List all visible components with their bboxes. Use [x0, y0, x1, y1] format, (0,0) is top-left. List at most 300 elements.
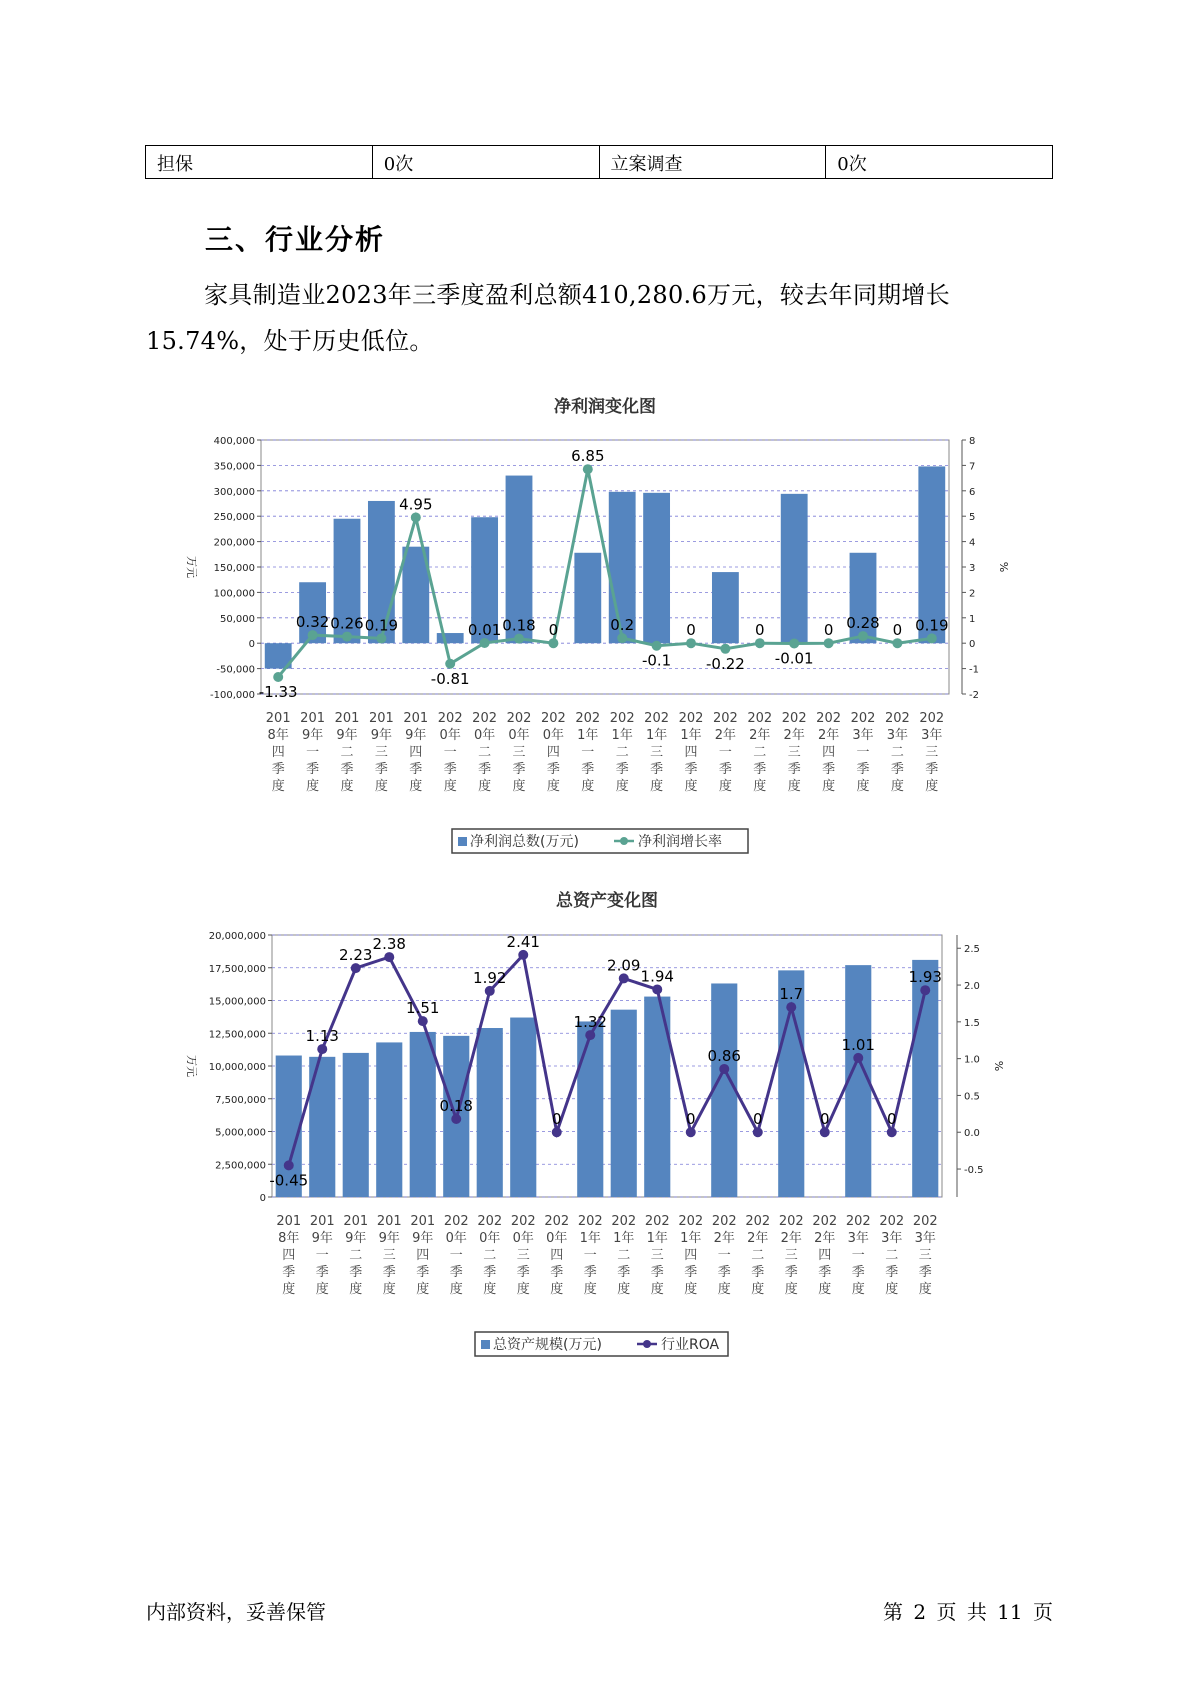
x-tick-label: 度	[753, 779, 767, 794]
y-left-tick-label: 100,000	[213, 588, 255, 600]
data-label: 0.2	[610, 616, 635, 635]
bar	[477, 1028, 503, 1197]
x-tick-label: 度	[617, 1282, 631, 1297]
x-tick-label: 1年	[646, 1231, 668, 1246]
x-tick-label: 201	[368, 711, 394, 726]
data-label: 2.38	[372, 935, 406, 954]
x-tick-label: 度	[650, 779, 664, 794]
x-tick-label: 度	[581, 779, 595, 794]
y-left-tick-label: 5,000,000	[215, 1127, 266, 1139]
x-tick-label: 一	[581, 745, 595, 760]
data-point	[753, 1127, 763, 1137]
x-tick-label: 9年	[345, 1231, 367, 1246]
x-tick-label: 9年	[378, 1231, 400, 1246]
x-tick-label: 度	[650, 1282, 664, 1297]
x-tick-label: 度	[443, 779, 457, 794]
data-point	[445, 659, 455, 669]
data-label: 0.18	[439, 1096, 473, 1115]
x-tick-label: 三	[374, 745, 388, 760]
x-tick-label: 202	[609, 711, 635, 726]
x-tick-label: 度	[751, 1282, 765, 1297]
data-label: 0	[892, 621, 903, 640]
data-point	[853, 1053, 863, 1063]
x-tick-label: 202	[845, 1214, 871, 1229]
data-point	[892, 638, 902, 648]
data-label: -0.01	[774, 649, 814, 668]
x-tick-label: 度	[478, 779, 492, 794]
data-label: 1.01	[841, 1035, 875, 1054]
x-tick-label: 季	[516, 1265, 530, 1280]
x-tick-label: 202	[611, 1214, 637, 1229]
x-tick-label: 一	[856, 745, 870, 760]
x-tick-label: 季	[753, 762, 767, 777]
x-tick-label: 8年	[267, 728, 289, 743]
data-label: 1.13	[305, 1027, 339, 1046]
x-tick-label: 9年	[370, 728, 393, 743]
y-left-tick-label: 50,000	[220, 613, 255, 625]
y-left-tick-label: 12,500,000	[208, 1029, 266, 1041]
y-left-tick-label: -100,000	[210, 690, 255, 701]
x-tick-label: 季	[818, 1265, 832, 1280]
x-tick-label: 四	[271, 745, 285, 760]
x-tick-label: 202	[575, 711, 601, 726]
x-tick-label: 二	[617, 1248, 631, 1263]
y-left-tick-label: 0	[248, 639, 255, 651]
data-point	[652, 984, 662, 994]
x-tick-label: 一	[717, 1248, 731, 1263]
x-tick-label: 2年	[783, 728, 805, 743]
x-tick-label: 四	[550, 1248, 564, 1263]
data-label: -0.45	[269, 1171, 309, 1190]
x-tick-label: 1年	[611, 728, 633, 743]
y-right-tick-label: 2.0	[964, 981, 980, 993]
x-tick-label: 季	[583, 1265, 597, 1280]
data-point	[820, 1127, 830, 1137]
x-tick-label: 三	[516, 1248, 530, 1263]
data-label: 1.7	[779, 985, 804, 1004]
x-tick-label: 3年	[852, 728, 874, 743]
x-tick-label: 季	[449, 1265, 463, 1280]
legend-bar-label: 净利润总数(万元)	[470, 834, 579, 850]
x-tick-label: 202	[443, 1214, 469, 1229]
x-tick-label: 度	[787, 779, 801, 794]
x-tick-label: 季	[684, 762, 698, 777]
data-point	[719, 1064, 729, 1074]
y-left-tick-label: 250,000	[213, 512, 255, 524]
data-point	[720, 644, 730, 654]
x-tick-label: 二	[349, 1248, 363, 1263]
x-tick-label: 二	[753, 745, 767, 760]
data-point	[652, 641, 662, 651]
x-tick-label: 四	[684, 745, 698, 760]
x-tick-label: 四	[282, 1248, 296, 1263]
x-tick-label: 季	[478, 762, 492, 777]
bar	[712, 572, 739, 643]
x-tick-label: 2年	[817, 728, 840, 743]
bar	[510, 1018, 536, 1197]
x-tick-label: 季	[822, 762, 836, 777]
table-row	[146, 146, 1053, 179]
table-cell: 立案调查	[599, 146, 826, 179]
table-cell: 0次	[372, 146, 599, 179]
data-point	[552, 1127, 562, 1137]
data-label: 0	[551, 1110, 562, 1129]
x-tick-label: 度	[409, 779, 423, 794]
x-tick-label: 3年	[847, 1231, 869, 1246]
legend-line-marker	[643, 1340, 651, 1348]
y-left-tick-label: 200,000	[213, 537, 255, 549]
x-tick-label: 2年	[749, 728, 771, 743]
x-tick-label: 二	[478, 745, 492, 760]
x-tick-label: 202	[812, 1214, 838, 1229]
legend-line-label: 行业ROA	[661, 1337, 720, 1353]
x-tick-label: 三	[918, 1248, 932, 1263]
x-tick-label: 三	[650, 1248, 664, 1263]
data-point	[308, 630, 318, 640]
x-tick-label: 度	[684, 1282, 698, 1297]
x-tick-label: 度	[925, 779, 939, 794]
x-tick-label: 季	[684, 1265, 698, 1280]
x-tick-label: 202	[884, 711, 910, 726]
data-label: 0	[686, 621, 696, 640]
x-tick-label: 201	[334, 711, 360, 726]
data-label: -0.22	[705, 654, 745, 673]
data-label: 0.86	[707, 1046, 741, 1065]
analysis-paragraph: 家具制造业2023年三季度盈利总额410,280.6万元，较去年同期增长15.74%，处于历史低位。	[146, 281, 951, 355]
x-tick-label: 度	[583, 1282, 597, 1297]
x-tick-label: 3年	[886, 728, 909, 743]
x-tick-label: 季	[349, 1265, 363, 1280]
total-assets-chart	[0, 883, 1191, 1353]
x-tick-label: 度	[818, 1282, 832, 1297]
y-right-tick-label: 1	[969, 613, 976, 625]
data-point	[927, 633, 937, 643]
x-tick-label: 3年	[881, 1231, 903, 1246]
x-tick-label: 度	[851, 1282, 865, 1297]
x-tick-label: 二	[483, 1248, 497, 1263]
x-tick-label: 度	[315, 1282, 329, 1297]
data-label: 1.94	[640, 967, 674, 986]
x-tick-label: 三	[787, 745, 801, 760]
bar	[437, 633, 464, 643]
x-tick-label: 季	[382, 1265, 396, 1280]
x-tick-label: 202	[437, 711, 463, 726]
data-label: 0	[755, 621, 765, 640]
data-point	[514, 634, 524, 644]
bar	[574, 553, 601, 643]
x-tick-label: 度	[784, 1282, 798, 1297]
y-right-tick-label: 1.5	[964, 1017, 980, 1029]
y-right-axis-label: %	[992, 1060, 1005, 1072]
y-right-tick-label: 0	[969, 639, 976, 651]
data-label: 0	[886, 1110, 897, 1129]
y-right-tick-label: 2.5	[964, 944, 980, 956]
x-tick-label: 201	[309, 1214, 335, 1229]
table-cell: 0次	[826, 146, 1053, 179]
x-tick-label: 季	[546, 762, 560, 777]
bar	[611, 1010, 637, 1197]
x-tick-label: 202	[644, 711, 670, 726]
data-point	[920, 985, 930, 995]
x-tick-label: 0年	[479, 1231, 501, 1246]
data-point	[585, 1030, 595, 1040]
data-point	[273, 672, 283, 682]
data-point	[619, 973, 629, 983]
x-tick-label: 季	[751, 1265, 765, 1280]
x-tick-label: 季	[581, 762, 595, 777]
x-tick-label: 一	[718, 745, 732, 760]
x-tick-label: 三	[925, 745, 939, 760]
data-label: -0.1	[641, 651, 672, 670]
x-tick-label: 度	[512, 779, 526, 794]
x-tick-label: 季	[718, 762, 732, 777]
x-tick-label: 季	[374, 762, 388, 777]
x-tick-label: 202	[712, 711, 738, 726]
data-label: -1.33	[258, 682, 298, 701]
x-tick-label: 202	[781, 711, 807, 726]
y-right-tick-label: -1	[969, 664, 979, 676]
x-tick-label: 度	[516, 1282, 530, 1297]
footer-note: 内部资料，妥善保管	[146, 1600, 326, 1624]
y-right-tick-label: 3	[969, 563, 976, 574]
x-tick-label: 202	[577, 1214, 603, 1229]
x-tick-label: 季	[550, 1265, 564, 1280]
data-point	[755, 638, 765, 648]
y-right-tick-label: 6	[969, 486, 976, 498]
x-tick-label: 度	[822, 779, 836, 794]
x-tick-label: 季	[483, 1265, 497, 1280]
x-tick-label: 度	[918, 1282, 932, 1297]
y-left-tick-label: 20,000,000	[208, 931, 266, 942]
data-label: 6.85	[571, 447, 605, 466]
x-tick-label: 季	[650, 1265, 664, 1280]
x-tick-label: 度	[885, 1282, 899, 1297]
x-tick-label: 度	[349, 1282, 363, 1297]
data-label: 1.93	[908, 968, 942, 987]
y-left-tick-label: 350,000	[213, 461, 255, 473]
x-tick-label: 202	[745, 1214, 771, 1229]
x-tick-label: 季	[918, 1265, 932, 1280]
x-tick-label: 3年	[914, 1231, 936, 1246]
x-tick-label: 季	[271, 762, 285, 777]
bar	[781, 494, 808, 643]
y-left-tick-label: 7,500,000	[215, 1094, 266, 1106]
data-label: 0.32	[295, 613, 330, 632]
data-point	[686, 638, 696, 648]
data-point	[617, 633, 627, 643]
data-label: 0.28	[846, 614, 880, 633]
y-right-tick-label: -2	[969, 690, 979, 701]
data-point	[485, 986, 495, 996]
x-tick-label: 一	[449, 1248, 463, 1263]
data-label: 0	[823, 621, 834, 640]
x-tick-label: 度	[340, 779, 354, 794]
x-tick-label: 季	[784, 1265, 798, 1280]
x-tick-label: 3年	[921, 728, 943, 743]
x-tick-label: 202	[477, 1214, 503, 1229]
x-tick-label: 度	[684, 779, 698, 794]
y-right-tick-label: 7	[969, 461, 976, 473]
x-tick-label: 度	[416, 1282, 430, 1297]
x-tick-label: 8年	[278, 1231, 300, 1246]
x-tick-label: 季	[409, 762, 423, 777]
data-label: 0.19	[915, 616, 949, 635]
y-left-tick-label: 400,000	[213, 436, 255, 447]
y-right-tick-label: 0.0	[964, 1128, 980, 1140]
x-tick-label: 四	[684, 1248, 698, 1263]
y-right-tick-label: 4	[969, 537, 976, 549]
x-tick-label: 9年	[412, 1231, 434, 1246]
x-tick-label: 2年	[714, 728, 737, 743]
legend-line-marker	[620, 837, 628, 845]
data-label: 0.26	[330, 614, 364, 633]
x-tick-label: 0年	[542, 728, 565, 743]
x-tick-label: 度	[483, 1282, 497, 1297]
info-table	[145, 145, 1053, 179]
data-point	[384, 952, 394, 962]
data-point	[686, 1127, 696, 1137]
y-right-tick-label: 5	[969, 512, 976, 524]
y-right-tick-label: -0.5	[964, 1165, 984, 1177]
data-label: 0	[819, 1110, 830, 1129]
data-point	[858, 631, 868, 641]
table-cell: 担保	[146, 146, 373, 179]
x-tick-label: 1年	[680, 728, 702, 743]
bar	[643, 493, 670, 643]
x-tick-label: 三	[512, 745, 526, 760]
x-tick-label: 201	[300, 711, 326, 726]
net-profit-chart	[0, 385, 1191, 850]
x-tick-label: 四	[822, 745, 836, 760]
data-label: 0	[752, 1110, 763, 1129]
x-tick-label: 0年	[439, 728, 461, 743]
x-tick-label: 202	[506, 711, 532, 726]
x-tick-label: 度	[615, 779, 629, 794]
y-right-tick-label: 0.5	[964, 1091, 980, 1103]
x-tick-label: 1年	[680, 1231, 702, 1246]
y-left-axis-label: 万元	[185, 556, 198, 578]
x-tick-label: 季	[416, 1265, 430, 1280]
y-left-tick-label: 17,500,000	[208, 963, 266, 975]
data-point	[411, 512, 421, 522]
x-tick-label: 三	[382, 1248, 396, 1263]
x-tick-label: 度	[449, 1282, 463, 1297]
y-left-tick-label: 300,000	[213, 486, 255, 498]
x-tick-label: 季	[306, 762, 320, 777]
x-tick-label: 度	[374, 779, 388, 794]
x-tick-label: 9年	[405, 728, 427, 743]
x-tick-label: 9年	[336, 728, 358, 743]
x-tick-label: 202	[510, 1214, 536, 1229]
x-tick-label: 1年	[577, 728, 599, 743]
y-left-tick-label: 2,500,000	[215, 1160, 266, 1172]
x-tick-label: 201	[410, 1214, 436, 1229]
data-point	[786, 1002, 796, 1012]
x-tick-label: 度	[717, 1282, 731, 1297]
x-tick-label: 一	[583, 1248, 597, 1263]
x-tick-label: 2年	[747, 1231, 769, 1246]
x-tick-label: 季	[851, 1265, 865, 1280]
chart-title: 净利润变化图	[554, 397, 656, 417]
y-left-tick-label: 15,000,000	[208, 996, 266, 1008]
data-point	[451, 1114, 461, 1124]
data-label: 2.23	[339, 946, 373, 965]
x-tick-label: 季	[890, 762, 904, 777]
x-tick-label: 201	[343, 1214, 369, 1229]
y-left-tick-label: 150,000	[213, 563, 255, 574]
data-label: 0.18	[502, 616, 536, 635]
bar	[410, 1032, 436, 1197]
x-tick-label: 季	[650, 762, 664, 777]
x-tick-label: 四	[409, 745, 423, 760]
x-tick-label: 二	[751, 1248, 765, 1263]
x-tick-label: 季	[340, 762, 354, 777]
x-tick-label: 1年	[613, 1231, 635, 1246]
x-tick-label: 度	[550, 1282, 564, 1297]
data-point	[284, 1160, 294, 1170]
x-tick-label: 度	[306, 779, 320, 794]
y-right-axis-label: %	[997, 561, 1010, 573]
data-label: 1.32	[573, 1013, 607, 1032]
data-point	[351, 963, 361, 973]
x-tick-label: 201	[403, 711, 429, 726]
data-label: 0.19	[364, 616, 399, 635]
x-tick-label: 度	[282, 1282, 296, 1297]
chart-title: 总资产变化图	[556, 891, 658, 911]
legend-bar-swatch	[481, 1340, 490, 1349]
bar	[577, 1021, 603, 1197]
x-tick-label: 0年	[508, 728, 530, 743]
x-tick-label: 一	[315, 1248, 329, 1263]
bar	[376, 1042, 402, 1197]
x-tick-label: 201	[265, 711, 291, 726]
data-point	[317, 1044, 327, 1054]
page-number: 第 2 页 共 11 页	[883, 1600, 1053, 1624]
x-tick-label: 202	[540, 711, 566, 726]
data-label: -0.81	[430, 669, 470, 688]
x-tick-label: 季	[615, 762, 629, 777]
x-tick-label: 9年	[301, 728, 324, 743]
x-tick-label: 季	[717, 1265, 731, 1280]
x-tick-label: 0年	[512, 1231, 534, 1246]
x-tick-label: 0年	[473, 728, 496, 743]
x-tick-label: 2年	[780, 1231, 802, 1246]
data-label: 2.09	[607, 956, 641, 975]
data-point	[480, 638, 490, 648]
y-right-tick-label: 2	[969, 588, 976, 600]
data-point	[548, 638, 558, 648]
x-tick-label: 202	[816, 711, 842, 726]
x-tick-label: 度	[546, 779, 560, 794]
y-left-tick-label: 10,000,000	[208, 1062, 266, 1073]
x-tick-label: 度	[890, 779, 904, 794]
y-right-tick-label: 1.0	[964, 1054, 980, 1066]
x-tick-label: 四	[818, 1248, 832, 1263]
bar	[343, 1053, 369, 1197]
y-left-tick-label: -50,000	[216, 664, 255, 676]
data-label: 0.01	[467, 620, 502, 639]
data-point	[887, 1127, 897, 1137]
x-tick-label: 0年	[445, 1231, 467, 1246]
x-tick-label: 度	[718, 779, 732, 794]
x-tick-label: 202	[912, 1214, 938, 1229]
x-tick-label: 202	[850, 711, 876, 726]
x-tick-label: 季	[443, 762, 457, 777]
legend-line-label: 净利润增长率	[638, 834, 722, 850]
y-left-tick-label: 0	[259, 1193, 266, 1204]
x-tick-label: 季	[856, 762, 870, 777]
data-label: 0	[548, 621, 559, 640]
